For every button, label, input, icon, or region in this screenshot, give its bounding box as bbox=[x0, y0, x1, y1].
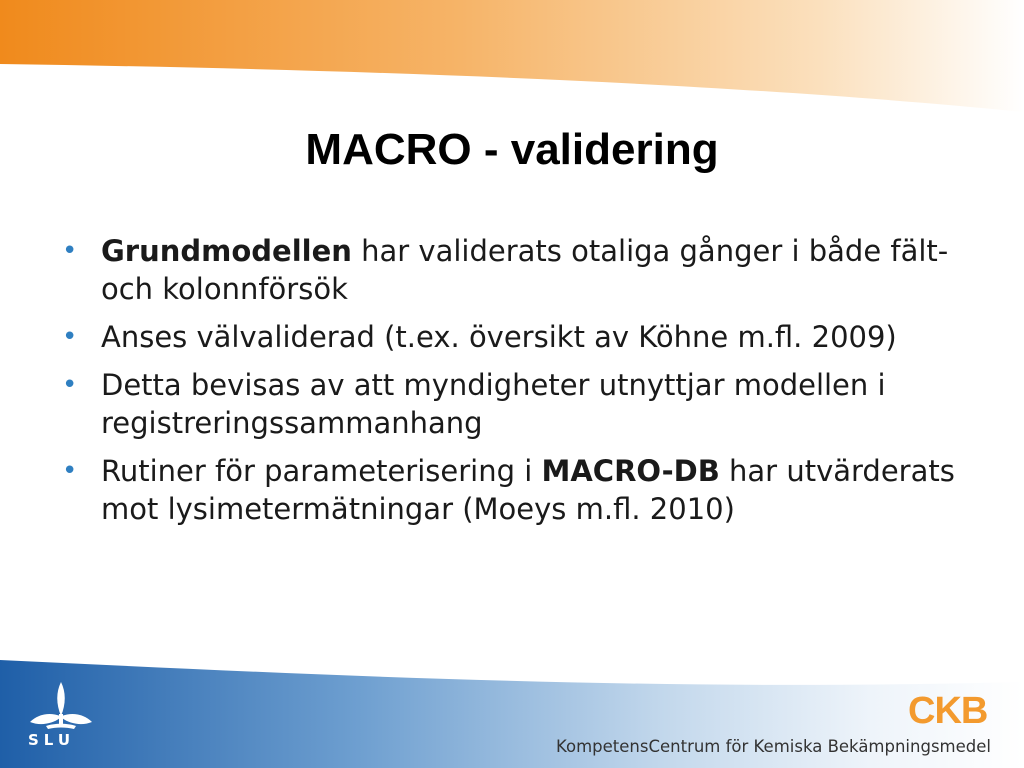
ckb-logo-text: CKB bbox=[908, 690, 988, 732]
slu-logo-text: SLU bbox=[28, 731, 76, 749]
bullet-text: Rutiner för parameterisering i bbox=[101, 454, 542, 488]
bullet-item bbox=[60, 318, 960, 356]
bullet-text: Anses välvaliderad (t.ex. översikt av Köhne m.fl. 2009) bbox=[101, 320, 897, 354]
bullet-item bbox=[60, 452, 960, 528]
top-orange-band bbox=[0, 0, 1024, 130]
bullet-text: har validerats otaliga gånger i både fält- och kolonnförsök bbox=[101, 234, 949, 306]
bullet-item bbox=[60, 366, 960, 442]
bullet-dot-icon: • bbox=[62, 370, 78, 400]
bullet-text: har utvärderats mot lysimetermätningar (Moeys m.fl. 2010) bbox=[101, 454, 955, 526]
bullet-list bbox=[60, 232, 960, 538]
bullet-dot-icon: • bbox=[62, 236, 78, 266]
bullet-dot-icon: • bbox=[62, 322, 78, 352]
bullet-item bbox=[60, 232, 960, 308]
bullet-text: Detta bevisas av att myndigheter utnyttjar modellen i registreringssammanhang bbox=[101, 368, 886, 440]
bullet-text-bold: Grundmodellen bbox=[101, 234, 352, 268]
slide-title: MACRO - validering bbox=[305, 125, 719, 174]
bullet-text-bold: MACRO-DB bbox=[541, 454, 720, 488]
ckb-subtitle: KompetensCentrum för Kemiska Bekämpningsmedel bbox=[556, 737, 991, 756]
bullet-dot-icon: • bbox=[62, 456, 78, 486]
